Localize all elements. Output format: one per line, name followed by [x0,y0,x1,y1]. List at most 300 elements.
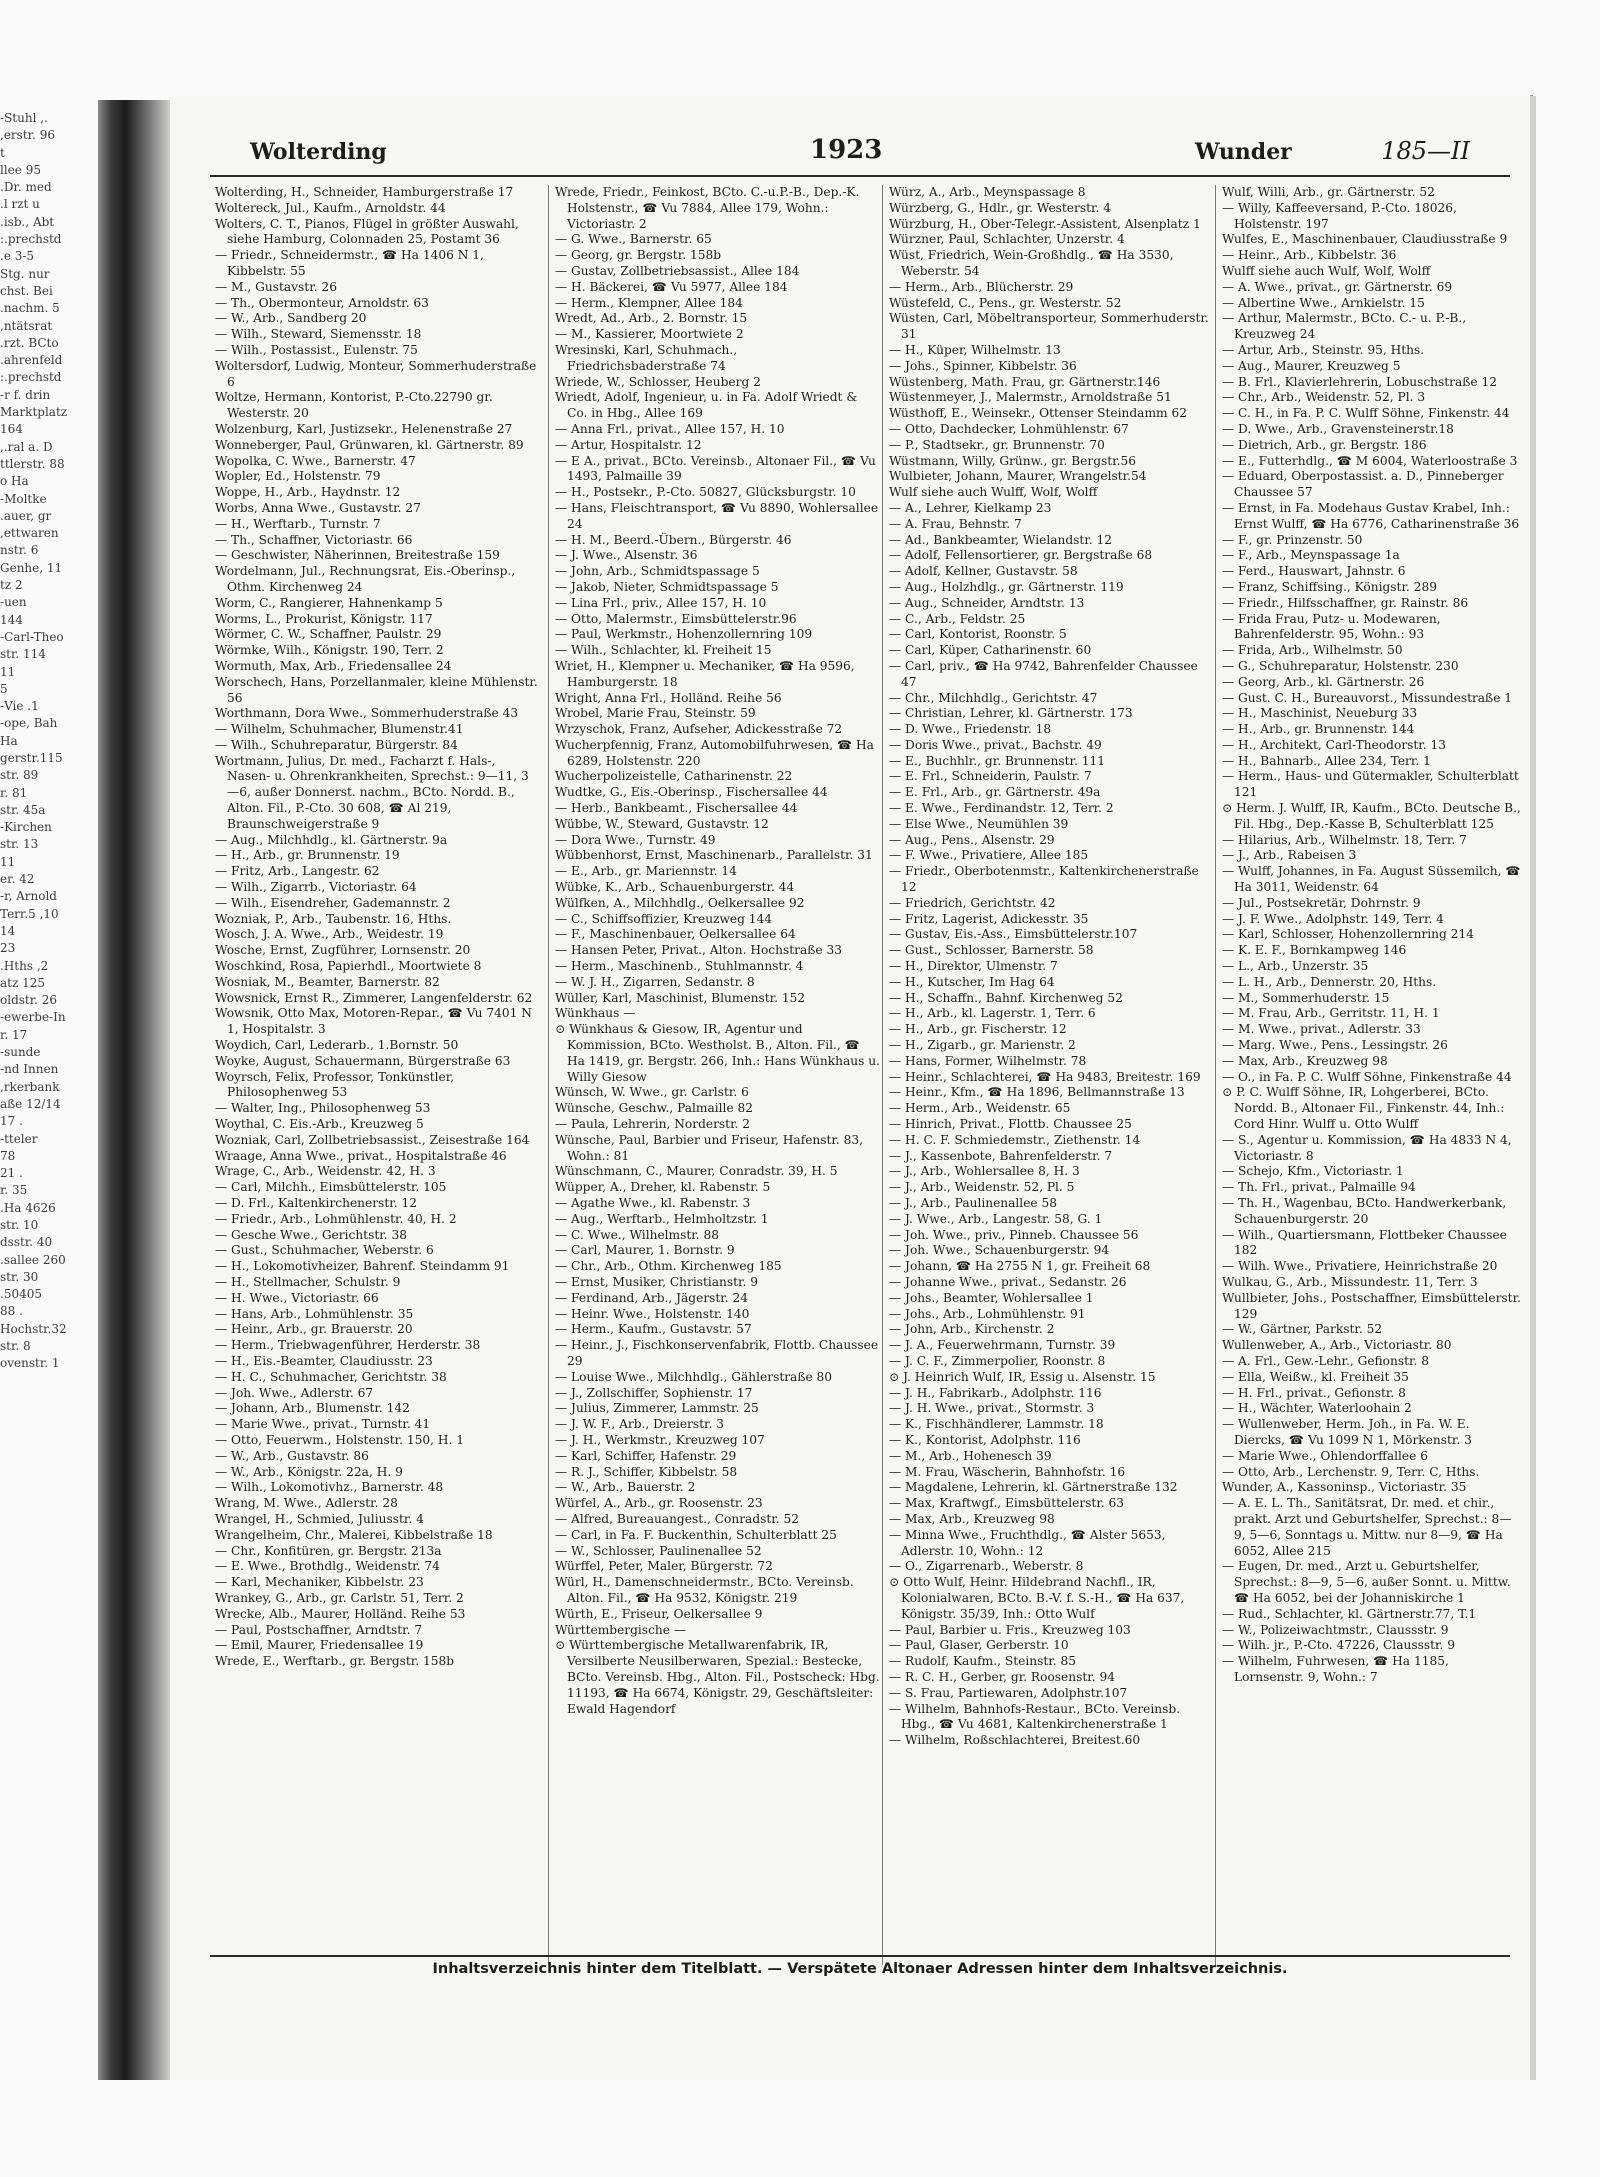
directory-entry: — Adolf, Kellner, Gustavstr. 58 [889,564,1078,579]
fragment-line: Marktplatz [0,405,68,420]
directory-entry: Wüstenberg, Math. Frau, gr. Gärtnerstr.146 [889,374,1161,389]
directory-entry: Wulff siehe auch Wulf, Wolf, Wolff [1222,263,1431,278]
directory-entry: — Friedr., Hilfsschaffner, gr. Rainstr. 86 [1222,595,1469,610]
directory-entry: — H., Maschinist, Neueburg 33 [1222,706,1418,721]
directory-entry: — C. Wwe., Wilhelmstr. 88 [555,1227,720,1242]
directory-entry: Wulf siehe auch Wulff, Wolf, Wolff [889,485,1098,500]
directory-entry: — Otto, Arb., Lerchenstr. 9, Terr. C, Hths. [1222,1464,1480,1479]
directory-entry: — Paul, Postschaffner, Arndtstr. 7 [215,1622,423,1637]
directory-entry: — Max, Kraftwgf., Eimsbüttelerstr. 63 [889,1496,1125,1511]
directory-entry: — Wilh. Wwe., Privatiere, Heinrichstraße 20 [1222,1259,1498,1274]
directory-entry: Wowsnik, Otto Max, Motoren-Repar., ☎ Vu 7401 N 1, Hospitalstr. 3 [215,1006,532,1037]
fragment-line: str. 13 [0,837,39,852]
directory-entry: Wozniak, P., Arb., Taubenstr. 16, Hths. [215,911,452,926]
directory-entry: — John, Arb., Schmidtspassage 5 [555,564,760,579]
directory-entry: — Emil, Maurer, Friedensallee 19 [215,1638,424,1653]
directory-entry: — Chr., Konfitüren, gr. Bergstr. 213a [215,1543,442,1558]
directory-entry: — H., Lokomotivheizer, Bahrenf. Steindamm 91 [215,1259,510,1274]
directory-entry: — H. M., Beerd.-Übern., Bürgerstr. 46 [555,532,792,547]
fragment-line: 14 [0,923,16,938]
directory-entry: — E., Arb., gr. Mariennstr. 14 [555,864,737,879]
directory-entry: — Johann, ☎ Ha 2755 N 1, gr. Freiheit 68 [889,1259,1151,1274]
directory-entry: — Otto, Feuerwm., Holstenstr. 150, H. 1 [215,1432,465,1447]
directory-entry: Wulbieter, Johann, Maurer, Wrangelstr.54 [889,469,1147,484]
fragment-line: Carl-Theo- [0,629,64,644]
directory-entry: — W., Arb., Sandberg 20 [215,311,367,326]
directory-entry: — Herm., Klempner, Allee 184 [555,295,743,310]
fragment-line: Genhe, 11 [0,560,63,575]
fragment-line: llee 95 [0,162,41,177]
directory-entry: — Lina Frl., priv., Allee 157, H. 10 [555,595,767,610]
directory-entry: Woltersdorf, Ludwig, Monteur, Sommerhuderstraße 6 [215,358,537,389]
directory-entry: — Wilh., Zigarrb., Victoriastr. 64 [215,880,417,895]
directory-entry: Wübbe, W., Steward, Gustavstr. 12 [555,816,769,831]
directory-entry: Württembergische — [555,1622,687,1637]
directory-entry: Woschkind, Rosa, Papierhdl., Moortwiete 8 [215,959,482,974]
page-header [210,135,1490,171]
directory-entry: — Gust. C. H., Bureauvorst., Missundestraße 1 [1222,690,1513,705]
directory-entry: — Fritz, Arb., Langestr. 62 [215,864,380,879]
fragment-line: l rzt u. [0,197,40,212]
directory-entry: Wortmann, Julius, Dr. med., Facharzt f. Hals-, Nasen- u. Ohrenkrankheiten, Sprechst.: 9—11, 3—6, außer Donnerst. nachm., BCto. Nordd. B., Alton. Fil., P.-Cto. 30 608, ☎ Al 219, Braunschweigerstraße 9 [215,753,529,831]
directory-entry: — B. Frl., Klavierlehrerin, Lobuschstraße 12 [1222,374,1497,389]
directory-entry: — Th. H., Wagenbau, BCto. Handwerkerbank, Schauenburgerstr. 20 [1222,1196,1507,1226]
column-4 [1215,185,1522,1965]
fragment-line: nachm. 5. [0,301,60,316]
directory-entry: Wüller, Karl, Maschinist, Blumenstr. 152 [555,990,806,1005]
directory-entry: — Carl, in Fa. F. Buckenthin, Schulterblatt 25 [555,1527,837,1542]
directory-entry: Woltze, Hermann, Kontorist, P.-Cto.22790 gr. Westerstr. 20 [215,390,493,421]
directory-entry: — Louise Wwe., Milchhdlg., Gählerstraße 80 [555,1369,833,1384]
directory-entry: — J., Arb., Weidenstr. 52, Pl. 5 [889,1180,1075,1195]
directory-entry: Wullenweber, A., Arb., Victoriastr. 80 [1222,1338,1452,1353]
directory-entry: Woltereck, Jul., Kaufm., Arnoldstr. 44 [215,200,446,215]
directory-entry: — Johs., Beamter, Wohlersallee 1 [889,1290,1094,1305]
directory-entry: — G., Schuhreparatur, Holstenstr. 230 [1222,658,1459,673]
directory-entry: — Aug., Holzhdlg., gr. Gärtnerstr. 119 [889,579,1124,594]
directory-entry: — E. Wwe., Brothdlg., Weidenstr. 74 [215,1559,440,1574]
directory-entry: — J. Wwe., Alsenstr. 36 [555,548,698,563]
directory-entry: — Friedr., Oberbotenmstr., Kaltenkirchenerstraße 12 [889,864,1199,895]
directory-entry: — Chr., Milchhdlg., Gerichtstr. 47 [889,690,1098,705]
fragment-line: str. 8 [0,1339,31,1354]
directory-entry: — H., Arb., gr. Brunnenstr. 144 [1222,722,1415,737]
directory-entry: Wüstefeld, C., Pens., gr. Westerstr. 52 [889,295,1122,310]
fragment-line: Moltke- [0,491,47,506]
directory-entry: — Carl, Maurer, 1. Bornstr. 9 [555,1243,735,1258]
directory-entry: — H., Arb., gr. Brunnenstr. 19 [215,848,400,863]
directory-entry: — Chr., Arb., Weidenstr. 52, Pl. 3 [1222,390,1426,405]
directory-entry: — K., Kontorist, Adolphstr. 116 [889,1432,1081,1447]
directory-entry: ⊙ Herm. J. Wulff, IR, Kaufm., BCto. Deutsche B., Fil. Hbg., Dep.-Kasse B, Schulterblatt 125 [1222,801,1521,831]
fragment-line: Dr. med. [0,180,52,195]
directory-entry: — Heinr., Schlachterei, ☎ Ha 9483, Breitestr. 169 [889,1069,1201,1084]
directory-entry: — H., Postsekr., P.-Cto. 50827, Glücksburgstr. 10 [555,485,856,500]
fragment-line: ovenstr. 1 [0,1356,60,1371]
fragment-line: 10, Terr.5 [0,906,59,921]
directory-entry: — H. Bäckerei, ☎ Vu 5977, Allee 184 [555,279,788,294]
directory-entry: — Friedr., Schneidermstr., ☎ Ha 1406 N 1, Kibbelstr. 55 [215,248,484,278]
directory-entry: — Anna Frl., privat., Allee 157, H. 10 [555,421,785,436]
directory-entry: — M. Wwe., privat., Adlerstr. 33 [1222,1022,1421,1037]
directory-entry: Wüstenmeyer, J., Malermstr., Arnoldstraße 51 [889,390,1172,405]
directory-entry: — A. E. L. Th., Sanitätsrat, Dr. med. et chir., prakt. Arzt und Geburtshelfer, Sprechst.: 8—9, 5—6, Sonntags u. Mittw. nur 8—9, ☎ Ha 6052, Allee 215 [1222,1496,1512,1558]
directory-entry: Würffel, Peter, Maler, Bürgerstr. 72 [555,1559,773,1574]
directory-entry: Wüsthoff, E., Weinsekr., Ottenser Steindamm 62 [889,406,1187,421]
column-2 [548,185,880,1965]
fragment-line: 11 [0,854,16,869]
directory-entry: ⊙ J. Heinrich Wulf, IR, Essig u. Alsenstr. 15 [889,1369,1156,1384]
directory-entry: Wrankey, G., Arb., gr. Carlstr. 51, Terr. 2 [215,1590,464,1605]
directory-entry: Wriede, W., Schlosser, Heuberg 2 [555,374,761,389]
directory-entry: — G. Wwe., Barnerstr. 65 [555,232,712,247]
fragment-line: 1. Vie- [0,699,39,714]
directory-entry: — F., gr. Prinzenstr. 50 [1222,532,1363,547]
directory-entry: — M. Frau, Wäscherin, Bahnhofstr. 16 [889,1464,1126,1479]
directory-entry: — Eugen, Dr. med., Arzt u. Geburtshelfer, Sprechst.: 8—9, 5—6, außer Sonnt. u. Mittw. ☎ Ha 6052, bei der Johanniskirche 1 [1222,1559,1511,1605]
directory-entry: — Hans, Former, Wilhelmstr. 78 [889,1053,1087,1068]
directory-entry: Würzberg, G., Hdlr., gr. Westerstr. 4 [889,200,1111,215]
directory-entry: Wolters, C. T., Pianos, Flügel in größter Auswahl, siehe Hamburg, Colonnaden 25, Postamt 36 [215,216,519,247]
directory-entry: — Wilh., Schuhreparatur, Bürgerstr. 84 [215,737,458,752]
directory-entry: Worschech, Hans, Porzellanmaler, kleine Mühlenstr. 56 [215,674,538,705]
column-3 [882,185,1214,1965]
directory-entry: Wudtke, G., Eis.-Oberinsp., Fischersallee 44 [555,785,828,800]
directory-entry: Würz, A., Arb., Meynspassage 8 [889,185,1086,199]
fragment-line: Kirchen- [0,820,52,835]
directory-entry: — Wilhelm, Bahnhofs-Restaur., BCto. Vereinsb. Hbg., ☎ Vu 4681, Kaltenkirchenerstraße 1 [889,1701,1181,1732]
directory-entry: Wüstmann, Willy, Grünw., gr. Bergstr.56 [889,453,1137,468]
fragment-line: str. 45a [0,802,46,817]
directory-entry: — Hinrich, Privat., Flottb. Chaussee 25 [889,1117,1132,1132]
directory-entry: — Gesche Wwe., Gerichtstr. 38 [215,1227,407,1242]
directory-entry: — F., Arb., Meynspassage 1a [1222,548,1400,563]
fragment-line: tteler- [0,1131,38,1146]
directory-entry: — L., Arb., Unzerstr. 35 [1222,959,1369,974]
directory-entry: — Carl, priv., ☎ Ha 9742, Bahrenfelder Chaussee 47 [889,658,1198,689]
fragment-line: gerstr.115 [0,750,63,765]
fragment-line: Hochstr.32 [0,1321,67,1336]
directory-entry: — Artur, Hospitalstr. 12 [555,437,702,452]
directory-entry: — Marg. Wwe., Pens., Lessingstr. 26 [1222,1038,1448,1053]
directory-entry: Wordelmann, Jul., Rechnungsrat, Eis.-Oberinsp., Othm. Kirchenweg 24 [215,564,516,594]
directory-entry: — W., Gärtner, Parkstr. 52 [1222,1322,1383,1337]
directory-entry: — W., Polizeiwachtmstr., Claussstr. 9 [1222,1622,1449,1637]
directory-entry: Wonneberger, Paul, Grünwaren, kl. Gärtnerstr. 89 [215,437,524,452]
directory-entry: — Agathe Wwe., kl. Rabenstr. 3 [555,1196,751,1210]
fragment-line: t [0,145,5,160]
fragment-line: ntätsrat, [0,318,53,333]
page-footer: Inhaltsverzeichnis hinter dem Titelblatt. — Verspätete Altonaer Adressen hinter dem Inhaltsverzeichnis. [210,1955,1510,1987]
directory-entry: — H., Eis.-Beamter, Claudiusstr. 23 [215,1353,433,1368]
directory-entry: Wünsche, Geschw., Palmaille 82 [555,1101,754,1116]
directory-entry: Wrecke, Alb., Maurer, Holländ. Reihe 53 [215,1606,466,1621]
directory-entry: — Carl, Kontorist, Roonstr. 5 [889,627,1067,642]
directory-entry: Wünkhaus — [555,1006,636,1021]
fragment-line: Stg. nur [0,266,50,281]
directory-entry: — Arthur, Malermstr., BCto. C.- u. P.-B., Kreuzweg 24 [1222,311,1467,342]
directory-entry: Wrage, C., Arb., Weidenstr. 42, H. 3 [215,1164,436,1179]
directory-entry: — Karl, Schiffer, Hafenstr. 29 [555,1448,737,1463]
directory-entry: — Aug., Pens., Alsenstr. 29 [889,832,1055,847]
directory-entry: Wopolka, C. Wwe., Barnerstr. 47 [215,453,416,468]
directory-entry: — D. Wwe., Arb., Gravensteinerstr.18 [1222,421,1454,436]
directory-entry: — Wullenweber, Herm. Joh., in Fa. W. E. Diercks, ☎ Vu 1099 N 1, Mörkenstr. 3 [1222,1417,1472,1447]
directory-entry: — Julius, Zimmerer, Lammstr. 25 [555,1401,759,1416]
directory-entry: — Joh. Wwe., priv., Pinneb. Chaussee 56 [889,1227,1139,1242]
directory-entry: ⊙ Württembergische Metallwarenfabrik, IR, Versilberte Neusilberwaren, Spezial.: Bestecke, BCto. Vereinsb. Hbg., Alton. Fil., Postscheck: Hbg. 11193, ☎ Ha 6674, Königstr. 29, Geschäftsleiter: Ewald Hagendorf [555,1638,880,1716]
directory-entry: — W., Arb., Königstr. 22a, H. 9 [215,1464,403,1479]
directory-entry: — R. J., Schiffer, Kibbelstr. 58 [555,1464,738,1479]
directory-entry: — Marie Wwe., privat., Turnstr. 41 [215,1417,431,1432]
directory-entry: Wucherpolizeistelle, Catharinenstr. 22 [555,769,793,784]
directory-entry: — H. C., Schuhmacher, Gerichtstr. 38 [215,1369,447,1384]
directory-entry: Wormuth, Max, Arb., Friedensallee 24 [215,658,452,673]
fragment-line: rkerbank, [0,1079,60,1094]
directory-entry: — Johs., Spinner, Kibbelstr. 36 [889,358,1077,373]
directory-entry: — S., Agentur u. Kommission, ☎ Ha 4833 N 4, Victoriastr. 8 [1222,1132,1512,1163]
directory-entry: — E A., privat., BCto. Vereinsb., Altonaer Fil., ☎ Vu 1493, Palmaille 39 [555,453,876,484]
directory-entry: — J., Zollschiffer, Sophienstr. 17 [555,1385,753,1400]
directory-entry: — M., Sommerhuderstr. 15 [1222,990,1390,1005]
directory-entry: — Herm., Arb., Blücherstr. 29 [889,279,1074,294]
fragment-line: 2, Hths. [0,958,49,973]
directory-entry: Wünschmann, C., Maurer, Conradstr. 39, H. 5 [555,1164,838,1179]
directory-entry: — J., Kassenbote, Bahrenfelderstr. 7 [889,1148,1113,1163]
directory-entry: Woyke, August, Schauermann, Bürgerstraße 63 [215,1053,511,1068]
directory-entry: Wübke, K., Arb., Schauenburgerstr. 44 [555,880,795,895]
fragment-line: . 21 [0,1166,23,1181]
fragment-line: ttlerstr. 88 [0,456,65,471]
fragment-line: 23 [0,941,16,956]
fragment-line: uen- [0,595,27,610]
fragment-line: dsstr. 40 [0,1235,53,1250]
directory-entry: — M., Gustavstr. 26 [215,279,337,294]
directory-entry: — Paula, Lehrerin, Norderstr. 2 [555,1117,751,1132]
directory-entry: Wunder, A., Kassoninsp., Victoriastr. 35 [1222,1480,1467,1495]
directory-entry: — D. Frl., Kaltenkirchenerstr. 12 [215,1196,417,1210]
header-year: 1923 [810,135,883,165]
fragment-line: erstr. 96, [0,128,55,143]
directory-entry: — H. Wwe., Victoriastr. 66 [215,1290,379,1305]
directory-entry: — Georg, gr. Bergstr. 158b [555,248,722,263]
directory-entry: Wosch, J. A. Wwe., Arb., Weidestr. 19 [215,927,444,942]
directory-entry: — J., Arb., Rabeisen 3 [1222,848,1357,863]
directory-entry: — Paul, Barbier u. Fris., Kreuzweg 103 [889,1622,1131,1637]
fragment-line: prechstd.: [0,370,62,385]
directory-entry: — Max, Arb., Kreuzweg 98 [889,1511,1055,1526]
directory-entry: — Wulff, Johannes, in Fa. August Süssemilch, ☎ Ha 3011, Weidenstr. 64 [1222,864,1521,895]
directory-entry: — Artur, Arb., Steinstr. 95, Hths. [1222,342,1425,357]
fragment-line: str. 89 [0,768,39,783]
fragment-line: 144 [0,612,23,627]
directory-entry: — Friedrich, Gerichtstr. 42 [889,895,1056,910]
directory-entry: — Fritz, Lagerist, Adickesstr. 35 [889,911,1089,926]
directory-entry: Würfel, A., Arb., gr. Roosenstr. 23 [555,1496,763,1511]
fragment-line: str. 10 [0,1218,39,1232]
directory-entry: — E. Frl., Schneiderin, Paulstr. 7 [889,769,1092,784]
directory-entry: — Willy, Kaffeeversand, P.-Cto. 18026, Holstenstr. 197 [1222,200,1457,231]
directory-entry: Worthmann, Dora Wwe., Sommerhuderstraße 43 [215,706,519,721]
directory-entry: Wriedt, Adolf, Ingenieur, u. in Fa. Adolf Wriedt & Co. in Hbg., Allee 169 [555,390,858,421]
fragment-line: nd Innen- [0,1062,59,1077]
header-rule [210,175,1510,177]
directory-entry: — Georg, Arb., kl. Gärtnerstr. 26 [1222,674,1425,689]
directory-entry: — Frida Frau, Putz- u. Modewaren, Bahrenfelderstr. 95, Wohn.: 93 [1222,611,1441,642]
directory-entry: — Walter, Ing., Philosophenweg 53 [215,1101,431,1116]
directory-entry: — E. Frl., Arb., gr. Gärtnerstr. 49a [889,785,1101,800]
directory-entry: — O., Zigarrenarb., Weberstr. 8 [889,1559,1084,1574]
directory-entry: — H., Kutscher, Im Hag 64 [889,974,1055,989]
directory-entry: Worms, L., Prokurist, Königstr. 117 [215,611,433,626]
directory-entry: — Heinr., Arb., gr. Brauerstr. 20 [215,1322,413,1337]
page-edge [1530,96,1536,2080]
directory-entry: — Wilhelm, Roßschlachterei, Breitest.60 [889,1733,1141,1748]
directory-entry: — Wilhelm, Schuhmacher, Blumenstr.41 [215,722,464,737]
directory-entry: Wrede, E., Werftarb., gr. Bergstr. 158b [215,1654,455,1669]
directory-entry: — Ferd., Hauswart, Jahnstr. 6 [1222,564,1406,579]
directory-entry: — Else Wwe., Neumühlen 39 [889,816,1069,831]
directory-entry: Wulf, Willi, Arb., gr. Gärtnerstr. 52 [1222,185,1435,199]
directory-entry: Wüst, Friedrich, Wein-Großhdlg., ☎ Ha 3530, Weberstr. 54 [889,248,1174,278]
fragment-line: e 3-5. [0,249,35,264]
directory-entry: — W. J. H., Zigarren, Sedanstr. 8 [555,974,755,989]
fragment-line: rzt. BCto. [0,335,59,350]
directory-entry: — K., Fischhändlerer, Lammstr. 18 [889,1417,1104,1432]
directory-entry: Wrzyschok, Franz, Aufseher, Adickesstraße 72 [555,722,843,737]
directory-entry: — C., Arb., Feldstr. 25 [889,611,1026,626]
fragment-line: 50405. [0,1287,43,1302]
fragment-line: 78 [0,1148,16,1163]
directory-entry: — H., Schaffn., Bahnf. Kirchenweg 52 [889,990,1123,1005]
directory-entry: — Jul., Postsekretär, Dohrnstr. 9 [1222,895,1421,910]
fragment-line: sallee 260. [0,1252,66,1267]
directory-entry: — A. Wwe., privat., gr. Gärtnerstr. 69 [1222,279,1453,294]
directory-entry: — Gustav, Zollbetriebsassist., Allee 184 [555,263,800,278]
directory-entry: — Max, Arb., Kreuzweg 98 [1222,1053,1388,1068]
page-number: 185—II [1381,137,1470,165]
directory-entry: Wraage, Anna Wwe., privat., Hospitalstraße 46 [215,1148,507,1163]
directory-entry: — Joh. Wwe., Schauenburgerstr. 94 [889,1243,1110,1258]
directory-entry: ⊙ P. C. Wulff Söhne, IR, Lohgerberei, BCto. Nordd. B., Altonaer Fil., Finkenstr. 44, Inh.: Cord Hinr. Wulff u. Otto Wulff [1222,1085,1505,1132]
fragment-line: . 88 [0,1304,23,1319]
directory-entry: — M., Kassierer, Moortwiete 2 [555,327,744,342]
directory-entry: — J. Wwe., Arb., Langestr. 58, G. 1 [889,1211,1103,1226]
directory-entry: — Aug., Schneider, Arndtstr. 13 [889,595,1085,610]
fragment-line: aße 12/14 [0,1096,61,1111]
directory-entry: — Albertine Wwe., Arnkielstr. 15 [1222,295,1425,310]
directory-entry: — Franz, Schiffsing., Königstr. 289 [1222,579,1437,594]
directory-entry: — R. C. H., Gerber, gr. Roosenstr. 94 [889,1669,1115,1684]
directory-entry: — Paul, Glaser, Gerberstr. 10 [889,1638,1069,1653]
directory-entry: — L. H., Arb., Dennerstr. 20, Hths. [1222,974,1437,989]
directory-entry: — E., Futterhdlg., ☎ M 6004, Waterloostraße 3 [1222,453,1518,468]
directory-entry: — H., Architekt, Carl-Theodorstr. 13 [1222,737,1447,752]
directory-entry: Würzburg, H., Ober-Telegr.-Assistent, Alsenplatz 1 [889,216,1201,231]
fragment-line: Ha 4626. [0,1200,56,1215]
directory-entry: — K. E. F., Bornkampweg 146 [1222,943,1407,958]
directory-entry: — Johs., Arb., Lohmühlenstr. 91 [889,1306,1086,1321]
directory-entry: — F. Wwe., Privatiere, Allee 185 [889,848,1089,863]
directory-entry: — Adolf, Fellensortierer, gr. Bergstraße 68 [889,548,1153,563]
directory-entry: — Eduard, Oberpostassist. a. D., Pinneberger Chaussee 57 [1222,469,1504,500]
directory-entry: — Schejo, Kfm., Victoriastr. 1 [1222,1164,1404,1179]
fragment-line: 11 [0,664,16,679]
directory-entry: Wullbieter, Johs., Postschaffner, Eimsbüttelerstr. 129 [1222,1290,1521,1321]
directory-entry: — Aug., Maurer, Kreuzweg 5 [1222,358,1401,373]
directory-entry: — J., Arb., Paulinenallee 58 [889,1196,1058,1210]
directory-entry: — Johanne Wwe., privat., Sedanstr. 26 [889,1274,1127,1289]
directory-entry: — W., Arb., Gustavstr. 86 [215,1448,369,1463]
directory-entry: — Herm., Maschinenb., Stuhlmannstr. 4 [555,959,804,974]
directory-entry: — Frida, Arb., Wilhelmstr. 50 [1222,643,1403,658]
directory-entry: Woydich, Carl, Lederarb., 1.Bornstr. 50 [215,1038,459,1053]
fragment-line: chst. Bei [0,283,53,298]
directory-entry: — Herm., Kaufm., Gustavstr. 57 [555,1322,752,1337]
directory-entry: — J. F. Wwe., Adolphstr. 149, Terr. 4 [1222,911,1444,926]
directory-entry: — Gust., Schlosser, Barnerstr. 58 [889,943,1094,958]
directory-entry: — Wilhelm, Fuhrwesen, ☎ Ha 1185, Lornsenstr. 9, Wohn.: 7 [1222,1654,1449,1684]
fragment-line: r f. drin- [0,387,51,402]
directory-entry: Wriet, H., Klempner u. Mechaniker, ☎ Ha 9596, Hamburgerstr. 18 [555,658,855,689]
directory-entry: — Th. Frl., privat., Palmaille 94 [1222,1180,1416,1195]
directory-entry: — H., Werftarb., Turnstr. 7 [215,516,381,531]
directory-entry: — H., Arb., gr. Fischerstr. 12 [889,1022,1067,1037]
fragment-line: ., Stuhl- [0,111,48,125]
directory-entry: — Chr., Arb., Othm. Kirchenweg 185 [555,1259,782,1274]
directory-entry: — Gustav, Eis.-Ass., Eimsbüttelerstr.107 [889,927,1138,942]
directory-entry: — Herb., Bankbeamt., Fischersallee 44 [555,801,798,816]
directory-entry: Wrangelheim, Chr., Malerei, Kibbelstraße 18 [215,1527,493,1542]
directory-entry: — Karl, Mechaniker, Kibbelstr. 23 [215,1575,424,1590]
directory-entry: Wopler, Ed., Holstenstr. 79 [215,469,381,484]
directory-entry: — Th., Obermonteur, Arnoldstr. 63 [215,295,429,310]
directory-entry: — J. H., Fabrikarb., Adolphstr. 116 [889,1385,1102,1400]
directory-entry: Wörmke, Wilh., Königstr. 190, Terr. 2 [215,643,444,658]
fragment-line: ope, Bah- [0,716,58,731]
directory-entry: — M. Frau, Arb., Gerritstr. 11, H. 1 [1222,1006,1440,1021]
directory-entry: — Jakob, Nieter, Schmidtspassage 5 [555,579,779,594]
directory-entry: — Doris Wwe., privat., Bachstr. 49 [889,737,1102,752]
directory-entry: — Hilarius, Arb., Wilhelmstr. 18, Terr. 7 [1222,832,1467,847]
directory-entry: Wülfken, A., Milchhdlg., Oelkersallee 92 [555,895,805,910]
directory-entry: Wucherpfennig, Franz, Automobilfuhrwesen, ☎ Ha 6289, Holstenstr. 220 [555,737,874,768]
directory-entry: Wosche, Ernst, Zugführer, Lornsenstr. 20 [215,943,471,958]
directory-entry: — Magdalene, Lehrerin, kl. Gärtnerstraße 132 [889,1480,1178,1495]
directory-entry: — Heinr. Wwe., Holstenstr. 140 [555,1306,750,1321]
directory-entry: — Ad., Bankbeamter, Wielandstr. 12 [889,532,1113,547]
directory-entry: — Herm., Triebwagenführer, Herderstr. 38 [215,1338,481,1353]
directory-entry: — Herm., Arb., Weidenstr. 65 [889,1101,1071,1116]
directory-entry: Wrang, M. Wwe., Adlerstr. 28 [215,1496,398,1511]
fragment-line: . 17 [0,1114,23,1129]
directory-entry: Wolzenburg, Karl, Justizsekr., Helenenstraße 27 [215,421,513,436]
directory-entry: — F., Maschinenbauer, Oelkersallee 64 [555,927,796,942]
fragment-line: 164 [0,422,23,437]
fragment-line: r, Arnold- [0,889,57,904]
directory-entry: Woppe, H., Arb., Haydnstr. 12 [215,485,401,500]
fragment-line: r. 17 [0,1027,28,1042]
directory-entry: — Otto, Dachdecker, Lohmühlenstr. 67 [889,421,1129,436]
directory-entry: — Heinr., Arb., Kibbelstr. 36 [1222,248,1397,263]
directory-entry: — Otto, Malermstr., Eimsbüttelerstr.96 [555,611,797,626]
directory-entry: — O., in Fa. P. C. Wulff Söhne, Finkenstraße 44 [1222,1069,1512,1084]
directory-entry: — J. H. Wwe., privat., Stormstr. 3 [889,1401,1095,1416]
fragment-line: str. 30 [0,1269,39,1284]
directory-entry: — Geschwister, Näherinnen, Breitestraße 159 [215,548,500,563]
book-gutter [98,100,170,2080]
directory-entry: — Wilh., Quartiersmann, Flottbeker Chaussee 182 [1222,1227,1507,1258]
